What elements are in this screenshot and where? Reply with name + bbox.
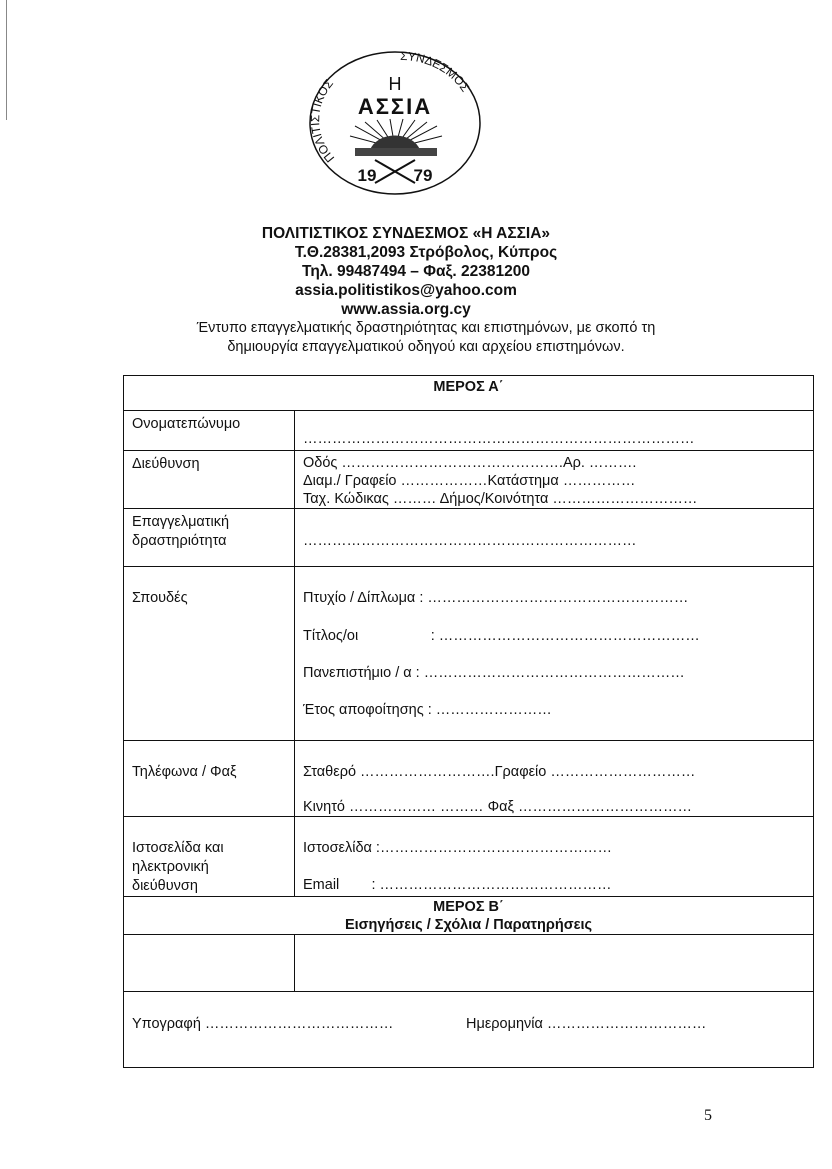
logo-name: ΑΣΣΙΑ — [357, 94, 433, 119]
address-postcode-line: Ταχ. Κώδικας ……… Δήμος/Κοινότητα ………………………… — [303, 491, 698, 507]
part-a-header — [124, 376, 813, 410]
scan-edge-mark — [6, 0, 7, 120]
logo-arc-left: ΠΟΛΙΤΙΣΤΙΚΟΣ — [308, 76, 338, 166]
part-b-subtitle: Εισηγήσεις / Σχόλια / Παρατηρήσεις — [344, 917, 593, 933]
web-field[interactable] — [295, 817, 813, 897]
web-email-line: Email : ………………………………………… — [303, 877, 612, 893]
row-fullname — [124, 410, 813, 451]
fullname-label: Ονοματεπώνυμο — [124, 411, 295, 451]
profession-label-line1: Επαγγελματική — [132, 514, 230, 530]
page-number: 5 — [704, 1107, 712, 1124]
registration-form — [123, 375, 814, 1068]
svg-text:ΣΥΝΔΕΣΜΟΣ — [400, 49, 473, 94]
fullname-field[interactable] — [295, 411, 813, 451]
studies-university-line: Πανεπιστήμιο / α : ……………………………………………… — [303, 665, 685, 681]
signature-field[interactable]: Υπογραφή ………………………………… — [132, 1016, 394, 1032]
profession-field[interactable] — [295, 509, 813, 567]
web-label-line2: ηλεκτρονική — [132, 859, 209, 875]
profession-label-line2: δραστηριότητα — [132, 533, 227, 549]
org-website: www.assia.org.cy — [341, 301, 471, 318]
logo-year-right: 79 — [413, 166, 433, 185]
web-website-line: Ιστοσελίδα :………………………………………… — [303, 840, 612, 856]
row-web — [124, 816, 813, 897]
logo-eta: Η — [388, 74, 402, 94]
profession-label — [124, 509, 295, 567]
row-phones — [124, 740, 813, 817]
part-a-title: ΜΕΡΟΣ Α΄ — [433, 379, 504, 395]
form-description-line2: δημιουργία επαγγελματικού οδηγού και αρχείου επιστημόνων. — [227, 339, 625, 355]
address-apartment-line: Διαμ./ Γραφείο ………………Κατάστημα …………… — [303, 473, 636, 489]
address-label: Διεύθυνση — [124, 451, 295, 509]
web-label-line3: διεύθυνση — [132, 878, 198, 894]
row-address — [124, 450, 813, 509]
org-header — [0, 224, 832, 357]
date-field[interactable]: Ημερομηνία …………………………… — [466, 1016, 707, 1032]
svg-text:ΠΟΛΙΤΙΣΤΙΚΟΣ — [308, 76, 337, 165]
part-b-title: ΜΕΡΟΣ Β΄ — [433, 899, 504, 915]
studies-degree-line: Πτυχίο / Δίπλωμα : ……………………………………………… — [303, 590, 689, 606]
web-label-line1: Ιστοσελίδα και — [132, 840, 224, 856]
row-studies — [124, 566, 813, 741]
row-comments — [124, 934, 813, 992]
studies-graduation-line: Έτος αποφοίτησης : …………………… — [303, 702, 552, 718]
org-name: ΠΟΛΙΤΙΣΤΙΚΟΣ ΣΥΝΔΕΣΜΟΣ «Η ΑΣΣΙΑ» — [261, 225, 551, 242]
web-label — [124, 817, 295, 897]
studies-titles-line: Τίτλος/οι : ……………………………………………… — [303, 628, 700, 644]
comments-field[interactable] — [295, 935, 813, 992]
org-phone: Τηλ. 99487494 – Φαξ. 22381200 — [302, 263, 530, 280]
address-field[interactable] — [295, 451, 813, 509]
address-street-line: Οδός ……………………………………….Αρ. ………. — [303, 455, 637, 471]
assia-logo-icon — [305, 48, 485, 198]
part-b-header — [124, 896, 813, 935]
profession-dotted-line: …………………………………………………………… — [303, 533, 637, 549]
phones-landline-line: Σταθερό ……………………….Γραφείο ………………………… — [303, 764, 696, 780]
studies-field[interactable] — [295, 567, 813, 741]
studies-label: Σπουδές — [124, 567, 295, 741]
org-email: assia.politistikos@yahoo.com — [295, 282, 517, 299]
phones-field[interactable] — [295, 741, 813, 817]
fullname-dotted-line: ……………………………………………………………………… — [303, 431, 695, 447]
org-address: Τ.Θ.28381,2093 Στρόβολος, Κύπρος — [294, 244, 558, 261]
logo-year-left: 19 — [357, 166, 377, 185]
phones-mobile-line: Κινητό ……………… ……… Φαξ ……………………………… — [303, 799, 693, 815]
logo-arc-right: ΣΥΝΔΕΣΜΟΣ — [399, 48, 473, 95]
row-profession — [124, 508, 813, 567]
phones-label: Τηλέφωνα / Φαξ — [124, 741, 295, 817]
row-signature — [124, 991, 813, 1067]
form-description-line1: Έντυπο επαγγελματικής δραστηριότητας και επιστημόνων, με σκοπό τη — [196, 320, 656, 336]
comments-label-cell — [124, 935, 295, 992]
